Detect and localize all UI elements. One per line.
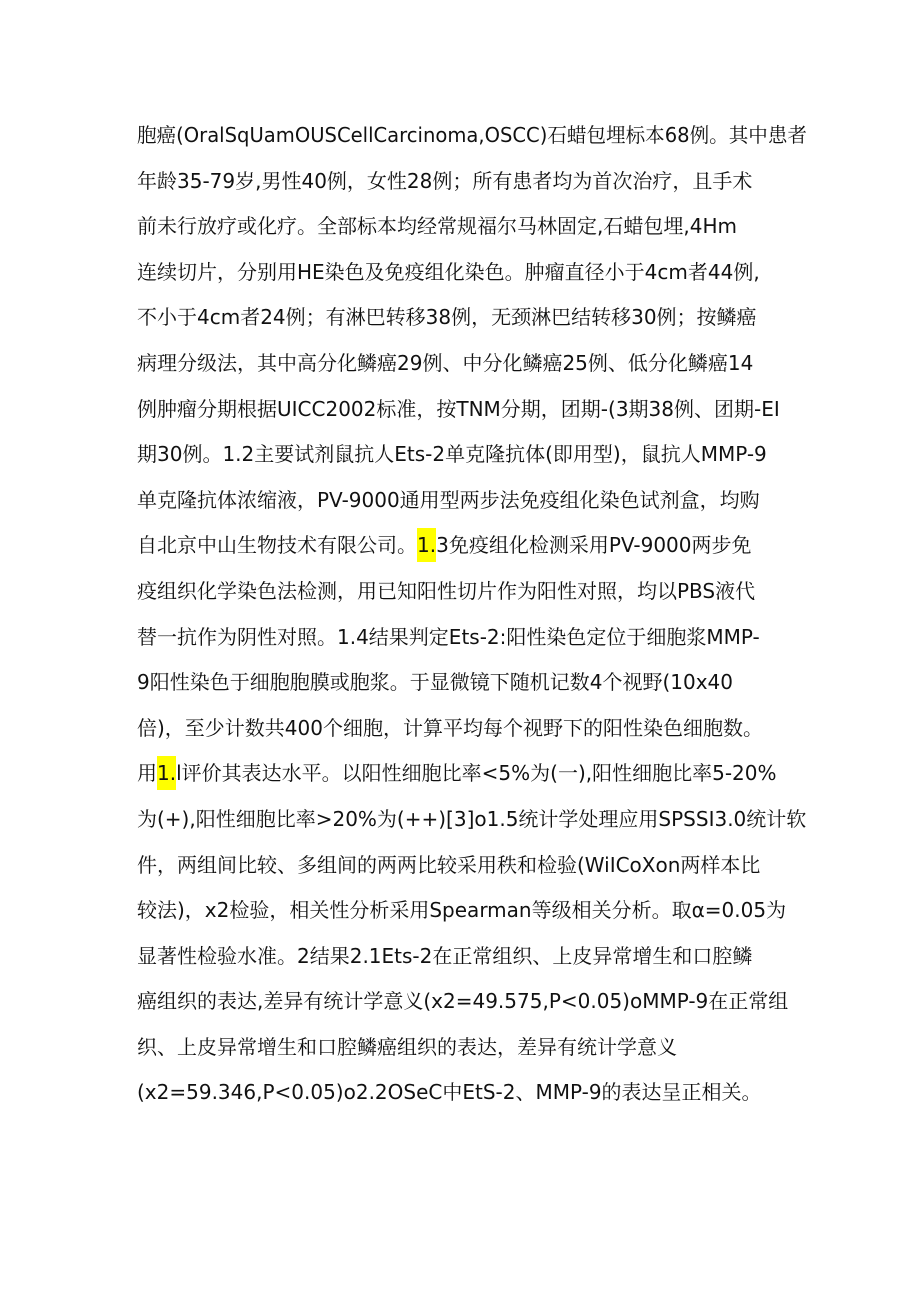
text-segment: 为(+),阳性细胞比率>20%为(++)[3]o1.5统计学处理应用SPSSI3.0统计软 [137,806,807,831]
text-line [137,204,807,250]
text-line [137,843,807,889]
text-line [137,432,807,478]
highlighted-text: 1. [417,528,436,562]
text-line [137,1070,807,1116]
text-line [137,751,807,797]
text-line [137,615,807,661]
text-line [137,478,807,524]
text-line [137,1025,807,1071]
text-line [137,295,807,341]
text-line [137,660,807,706]
text-line [137,341,807,387]
text-line [137,569,807,615]
text-segment: 用 [137,761,157,786]
text-segment: 癌组织的表达,差异有统计学意义(x2=49.575,P<0.05)oMMP-9在正常组 [137,989,789,1014]
text-line [137,979,807,1025]
text-line [137,797,807,843]
text-segment: 疫组织化学染色法检测，用已知阳性切片作为阳性对照，均以PBS液代 [137,578,756,603]
text-segment: 较法)，x2检验，相关性分析采用Spearman等级相关分析。取α=0.05为 [137,898,787,923]
text-line [137,523,807,569]
text-line [137,387,807,433]
text-segment: 倍)，至少计数共400个细胞，计算平均每个视野下的阳性染色细胞数。 [137,715,763,740]
text-segment: 病理分级法，其中高分化鳞癌29例、中分化鳞癌25例、低分化鳞癌14 [137,350,754,375]
text-segment: 胞癌(OralSqUamOUSCellCarcinoma,OSCC)石蜡包埋标本68例。其中患者 [137,123,807,147]
text-segment: 不小于4cm者24例；有淋巴转移38例，无颈淋巴结转移30例；按鳞癌 [137,305,757,330]
text-segment: 自北京中山生物技术有限公司。 [137,533,417,558]
text-segment: 显著性检验水准。2结果2.1Ets-2在正常组织、上皮异常增生和口腔鳞 [137,943,753,968]
text-segment: l评价其表达水平。以阳性细胞比率<5%为(一),阳性细胞比率5-20% [176,761,777,786]
text-segment: 年龄35-79岁,男性40例，女性28例；所有患者均为首次治疗，且手术 [137,168,753,193]
text-segment: (x2=59.346,P<0.05)o2.2OSeC中EtS-2、MMP-9的表达呈正相关。 [137,1080,762,1105]
text-segment: 单克隆抗体浓缩液，PV-9000通用型两步法免疫组化染色试剂盒，均购 [137,487,760,512]
text-segment: 件，两组间比较、多组间的两两比较采用秩和检验(WiICoXon两样本比 [137,852,761,877]
text-line [137,888,807,934]
body-text [137,113,807,1116]
text-segment: 织、上皮异常增生和口腔鳞癌组织的表达，差异有统计学意义 [137,1034,677,1059]
highlighted-text: 1. [157,756,176,790]
text-line [137,934,807,980]
text-line [137,159,807,205]
text-line [137,250,807,296]
text-segment: 3免疫组化检测采用PV-9000两步免 [436,533,752,558]
text-segment: 9阳性染色于细胞胞膜或胞浆。于显微镜下随机记数4个视野(10x40 [137,670,733,695]
text-segment: 前未行放疗或化疗。全部标本均经常规福尔马林固定,石蜡包埋,4Hm [137,214,737,239]
text-segment: 替一抗作为阴性对照。1.4结果判定Ets-2:阳性染色定位于细胞浆MMP- [137,624,760,649]
text-line [137,113,807,159]
text-segment: 期30例。1.2主要试剂鼠抗人Ets-2单克隆抗体(即用型)，鼠抗人MMP-9 [137,442,767,467]
text-segment: 连续切片，分别用HE染色及免疫组化染色。肿瘤直径小于4cm者44例, [137,259,760,284]
text-segment: 例肿瘤分期根据UICC2002标准，按TNM分期，团期-(3期38例、团期-EI [137,396,780,421]
text-line [137,706,807,752]
